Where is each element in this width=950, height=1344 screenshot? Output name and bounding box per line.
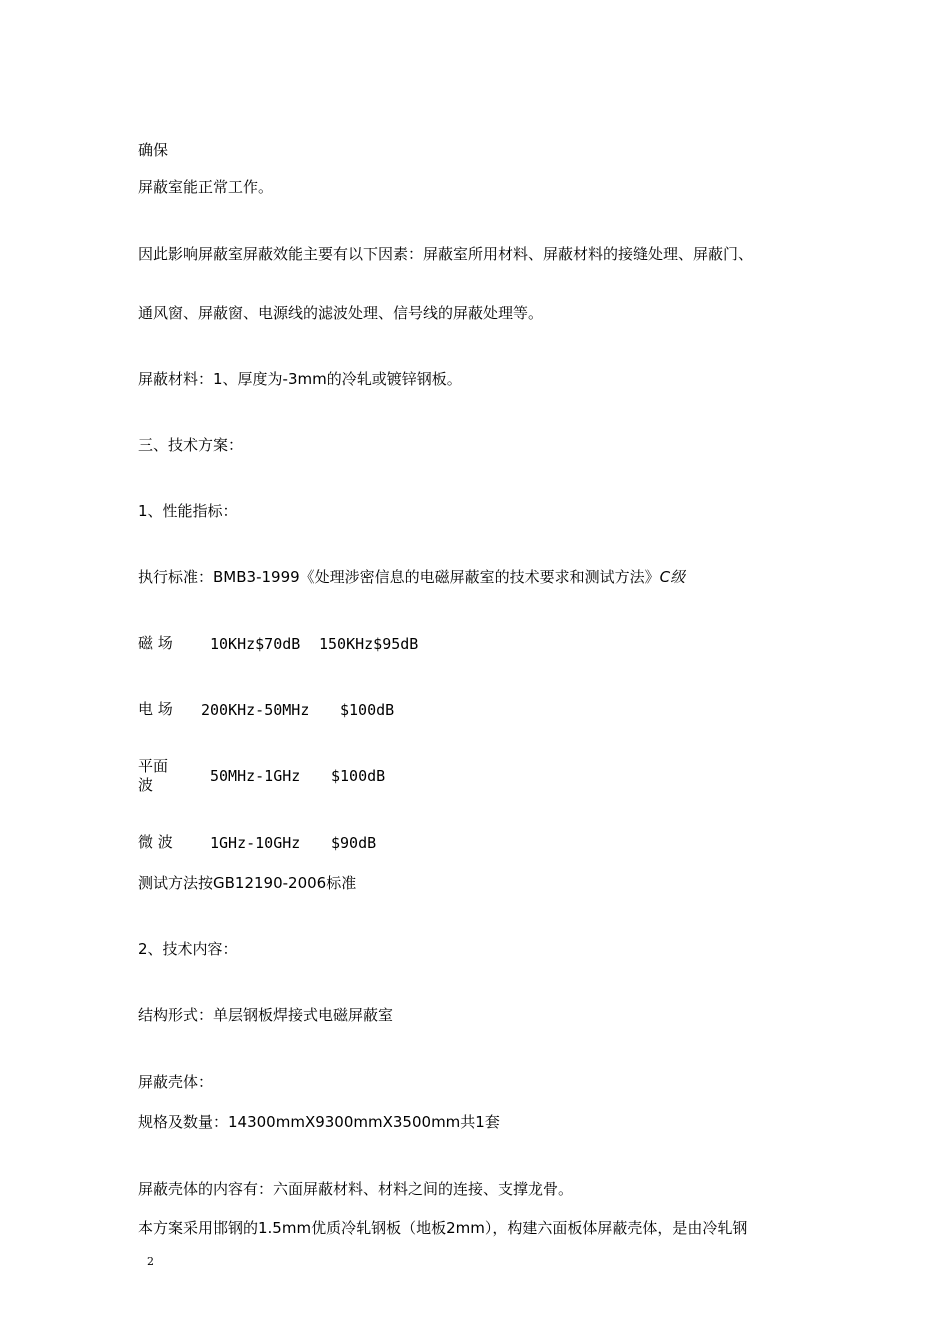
standard-line xyxy=(138,568,685,586)
spec-range: 10KHz$70dB xyxy=(210,635,301,653)
spec-value: $100dB xyxy=(340,701,395,719)
spec-label: 电 场 xyxy=(138,700,173,718)
text-line: 本方案采用邯钢的1.5mm优质冷轧钢板（地板2mm），构建六面板体屏蔽壳体，是由冷轧钢 xyxy=(138,1219,748,1237)
spec-label: 微 波 xyxy=(138,833,173,851)
text-line: 屏蔽材料：1、厚度为-3mm的冷轧或镀锌钢板。 xyxy=(138,370,462,388)
text-line: 测试方法按GB12190-2006标准 xyxy=(138,874,357,892)
page-number: 2 xyxy=(147,1255,154,1268)
spec-value: 150KHz$95dB xyxy=(319,635,419,653)
standard-grade: C级 xyxy=(659,568,686,586)
spec-value: $90dB xyxy=(331,834,377,852)
subsection-heading: 2、技术内容： xyxy=(138,940,238,958)
spec-value: $100dB xyxy=(331,767,386,785)
text-paragraph: 因此影响屏蔽室屏蔽效能主要有以下因素：屏蔽室所用材料、屏蔽材料的接缝处理、屏蔽门、 xyxy=(138,245,754,263)
text-line: 屏蔽室能正常工作。 xyxy=(138,178,274,196)
text-line: 屏蔽壳体： xyxy=(138,1073,214,1091)
section-heading: 三、技术方案： xyxy=(138,436,244,454)
text-line: 通风窗、屏蔽窗、电源线的滤波处理、信号线的屏蔽处理等。 xyxy=(138,304,544,322)
spec-label: 磁 场 xyxy=(138,634,173,652)
standard-text: 执行标准：BMB3-1999《处理涉密信息的电磁屏蔽室的技术要求和测试方法》 xyxy=(138,568,660,586)
spec-range: 1GHz-10GHz xyxy=(210,834,301,852)
spec-range: 50MHz-1GHz xyxy=(210,767,301,785)
spec-range: 200KHz-50MHz xyxy=(201,701,310,719)
subsection-heading: 1、性能指标： xyxy=(138,502,238,520)
text-line: 规格及数量：14300mmX9300mmX3500mm共1套 xyxy=(138,1113,500,1131)
text-line: 结构形式：单层钢板焊接式电磁屏蔽室 xyxy=(138,1006,394,1024)
spec-label: 平面波 xyxy=(138,757,169,794)
text-line: 屏蔽壳体的内容有：六面屏蔽材料、材料之间的连接、支撑龙骨。 xyxy=(138,1180,574,1198)
text-line: 确保 xyxy=(138,141,169,159)
